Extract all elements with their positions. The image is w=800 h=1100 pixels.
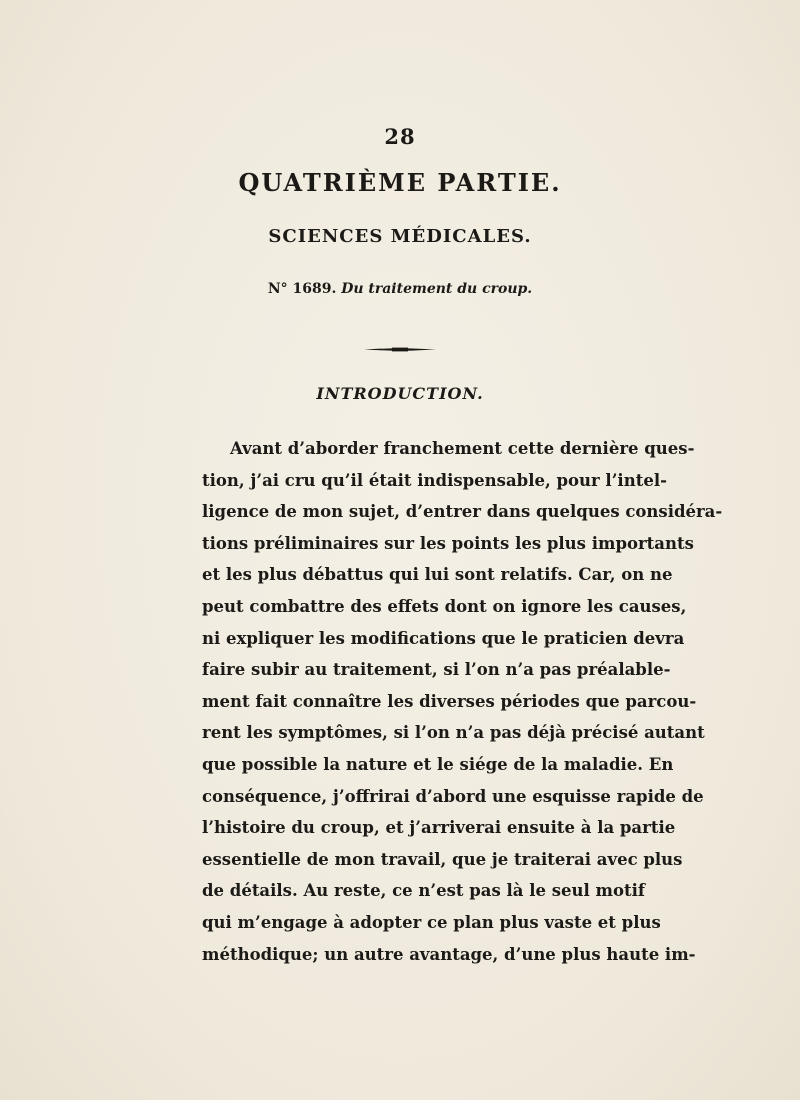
body-line: peut combattre des effets dont on ignore les causes, <box>202 596 687 616</box>
entry-number: N° 1689. <box>267 281 337 297</box>
entry-title: Du traitement du croup. <box>341 281 533 297</box>
body-line: Avant d’aborder franchement cette dernière ques- <box>230 439 695 458</box>
body-line: essentielle de mon travail, que je traiterai avec plus <box>202 849 683 869</box>
body-text <box>202 433 723 970</box>
body-line: ligence de mon sujet, d’entrer dans quelques considéra- <box>202 502 723 522</box>
body-line: méthodique; un autre avantage, d’une plus haute im- <box>202 944 696 964</box>
body-line: qui m’engage à adopter ce plan plus vaste et plus <box>202 912 661 932</box>
section-title: SCIENCES MÉDICALES. <box>268 226 532 247</box>
introduction-heading: INTRODUCTION. <box>316 384 484 403</box>
body-line: rent les symptômes, si l’on n’a pas déjà précisé autant <box>202 723 705 743</box>
entry-line <box>0 281 800 297</box>
part-title: QUATRIÈME PARTIE. <box>238 168 562 197</box>
body-line: de détails. Au reste, ce n’est pas là le seul motif <box>202 881 645 901</box>
body-line: conséquence, j’offrirai d’abord une esquisse rapide de <box>202 786 704 806</box>
page-number: 28 <box>384 124 416 149</box>
body-line: que possible la nature et le siége de la maladie. En <box>202 754 674 774</box>
body-line: faire subir au traitement, si l’on n’a pas préalable- <box>202 660 671 680</box>
body-line: ni expliquer les modifications que le praticien devra <box>202 628 685 648</box>
body-line: ment fait connaître les diverses périodes que parcou- <box>202 691 697 711</box>
body-line: l’histoire du croup, et j’arriverai ensuite à la partie <box>202 818 676 838</box>
body-line: et les plus débattus qui lui sont relatifs. Car, on ne <box>202 565 673 585</box>
body-line: tions préliminaires sur les points les plus importants <box>202 533 694 553</box>
body-line: tion, j’ai cru qu’il était indispensable, pour l’intel- <box>202 470 667 490</box>
rule-ornament-icon <box>364 347 436 352</box>
